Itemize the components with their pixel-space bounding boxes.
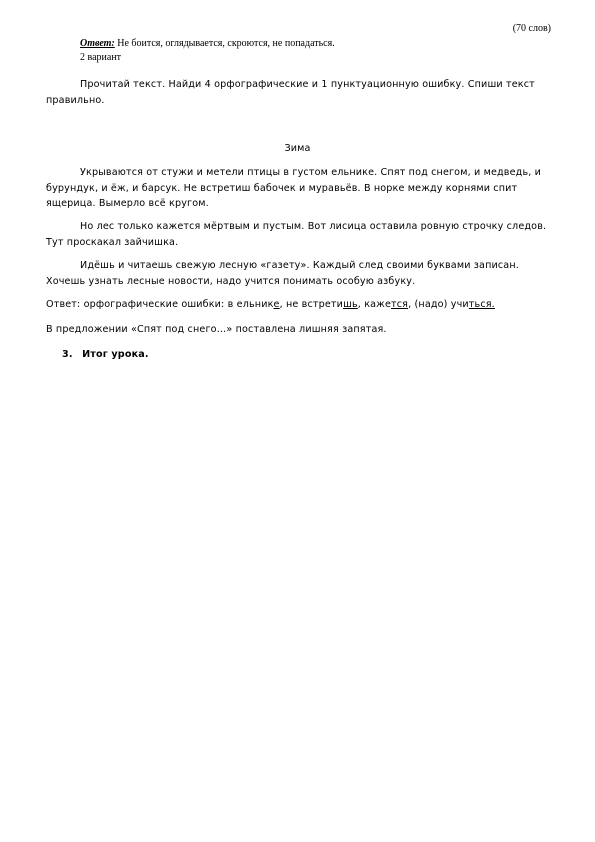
answer-prefix: Ответ: орфографические ошибки: в ельник	[46, 299, 274, 310]
previous-answer-line	[80, 38, 335, 49]
answer-correction-3: тся	[391, 299, 409, 310]
answer-correction-4: ться.	[468, 299, 495, 310]
section-number: 3.	[62, 349, 73, 360]
answer-separator-3: , (надо) учи	[408, 299, 469, 310]
story-title: Зима	[284, 143, 311, 154]
answer-separator-2: , каже	[357, 299, 392, 310]
story-paragraph-1: Укрываются от стужи и метели птицы в густом ельнике. Спят под снегом, и медведь, и бурундук, и ёж, и барсук. Не встретиш бабочек и муравьёв. В норке между корнями спит ящерица. Вымерло всё кругом.	[46, 167, 542, 210]
previous-answer-text: Не боится, оглядывается, скроются, не попадаться.	[114, 38, 335, 49]
previous-answer-label: Ответ:	[80, 38, 115, 49]
word-count: (70 слов)	[512, 23, 551, 34]
section-title: Итог урока.	[82, 349, 149, 360]
story-paragraph-3: Идёшь и читаешь свежую лесную «газету». Каждый след своими буквами записан. Хочешь узнать лесные новости, надо учится понимать особую азбуку.	[46, 260, 519, 287]
answer-separator-1: , не встрети	[279, 299, 344, 310]
story-paragraph-2: Но лес только кажется мёртвым и пустым. Вот лисица оставила ровную строчку следов. Тут проскакал зайчишка.	[46, 221, 547, 248]
answer-correction-1: е	[273, 299, 280, 310]
variant-label: 2 вариант	[80, 52, 122, 63]
answer-correction-2: шь	[343, 299, 358, 310]
answer-punctuation-note: В предложении «Спят под снего…» поставлена лишняя запятая.	[46, 324, 387, 335]
answer-spelling-errors	[46, 297, 495, 313]
section-heading	[62, 347, 149, 363]
task-instruction: Прочитай текст. Найди 4 орфографические и 1 пунктуационную ошибку. Спиши текст правильно.	[46, 79, 535, 106]
